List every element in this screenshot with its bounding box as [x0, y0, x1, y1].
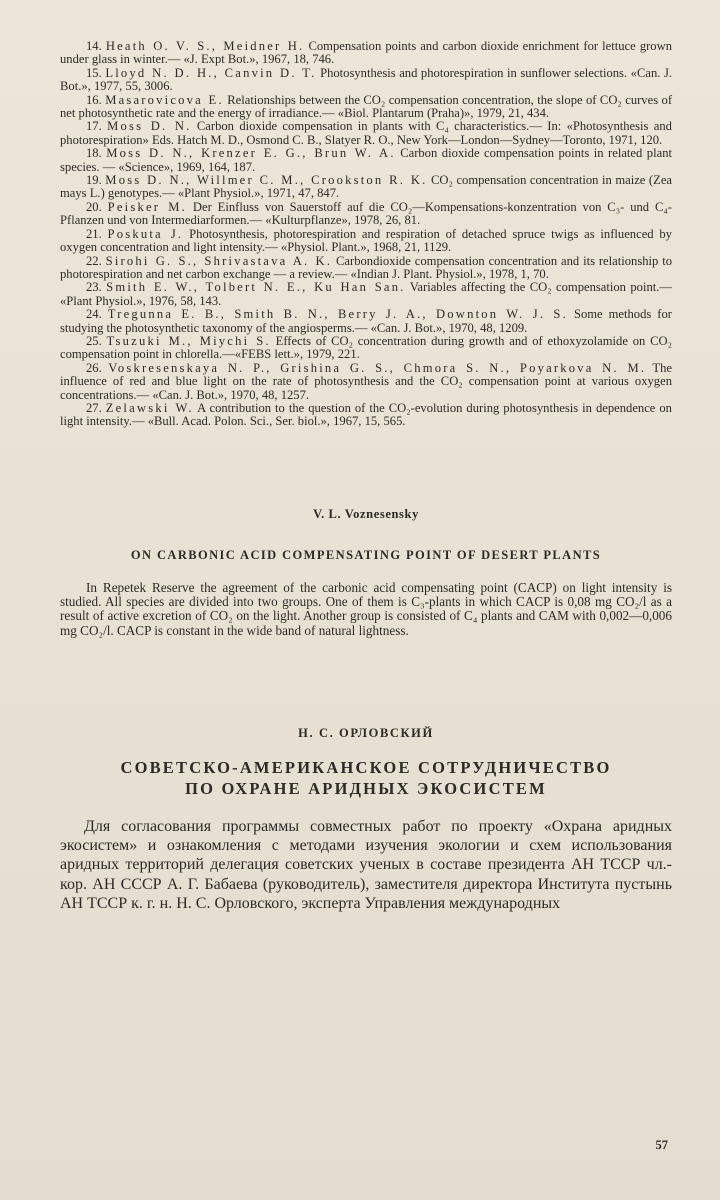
reference-authors: Masarovicova E. [105, 92, 224, 107]
reference-number: 24. [86, 307, 102, 322]
reference-text: Der Einfluss von Sauerstoff auf die CO₂—Kompensations-konzentration von C₃- und C₄-Pflanzen und von Intermediarformen.— «Kulturpflanze», 1978, 26, 81. [60, 199, 672, 228]
reference-item [60, 335, 672, 362]
russian-title [60, 757, 672, 799]
reference-text: Effects of CO₂ concentration during growth and of ethoxyzolamide on CO₂ compensation point in chlorella.—«FEBS lett.», 1979, 221. [60, 333, 672, 362]
reference-number: 14. [86, 39, 102, 53]
reference-item [60, 120, 672, 147]
reference-text: A contribution to the question of the CO₂-evolution during photosynthesis in dependence on light intensity.— «Bull. Acad. Polon. Sci., Ser. biol.», 1967, 15, 565. [60, 400, 672, 429]
reference-list [60, 40, 672, 429]
reference-text: Some methods for studying the photosynthetic taxonomy of the angiosperms.— «Can. J. Bot.», 1970, 48, 1209. [60, 307, 672, 335]
english-summary [60, 507, 672, 638]
reference-item [60, 228, 672, 255]
reference-text: CO₂ compensation concentration in maize (Zea mays L.) genotypes.— «Plant Physiol.», 1971, 47, 847. [60, 173, 672, 201]
reference-authors: Sirohi G. S., Shrivastava A. K. [105, 253, 333, 268]
reference-authors: Tregunna E. B., Smith B. N., Berry J. A., Downton W. J. S. [107, 307, 568, 322]
reference-number: 20. [86, 199, 102, 214]
reference-item [60, 201, 672, 228]
russian-article [60, 726, 672, 913]
reference-authors: Heath O. V. S., Meidner H. [105, 39, 305, 53]
reference-text: Compensation points and carbon dioxide enrichment for lettuce grown under glass in winter.— «J. Expt Bot.», 1967, 18, 746. [60, 39, 672, 67]
reference-number: 22. [86, 253, 102, 268]
reference-item [60, 281, 672, 308]
reference-item [60, 67, 672, 94]
reference-authors: Zelawski W. [105, 400, 194, 415]
reference-number: 27. [86, 400, 102, 415]
reference-authors: Poskuta J. [107, 226, 184, 241]
reference-text: Photosynthesis and photorespiration in sunflower selections. «Can. J. Bot.», 1977, 55, 3006. [60, 65, 672, 94]
reference-number: 21. [86, 226, 102, 241]
reference-authors: Tsuzuki M., Miychi S. [106, 333, 271, 348]
reference-item [60, 94, 672, 121]
reference-text: Carbondioxide compensation concentration and its relationship to photorespiration and net carbon exchange — a review.— «Indian J. Plant. Physiol.», 1978, 1, 70. [60, 253, 672, 281]
reference-authors: Moss D. N. [107, 119, 192, 134]
reference-number: 23. [86, 280, 102, 295]
reference-item [60, 174, 672, 201]
reference-authors: Peisker M. [107, 199, 187, 214]
reference-number: 19. [86, 173, 102, 188]
english-title: ON CARBONIC ACID COMPENSATING POINT OF DESERT PLANTS [130, 547, 602, 562]
reference-number: 15. [86, 65, 102, 80]
russian-body: Для согласования программы совместных работ по проекту «Охрана аридных экосистем» и ознакомления с методами изучения экологии и схем использования аридных территорий делегация советских ученых в составе президента АН ТССР чл.-кор. АН СССР А. Г. Бабаева (руководитель), заместителя директора Института пустынь АН ТССР к. г. н. Н. С. Орловского, эксперта Управления международных [60, 817, 672, 912]
reference-number: 26. [86, 360, 102, 375]
reference-item [60, 147, 672, 174]
russian-title-line: СОВЕТСКО-АМЕРИКАНСКОЕ СОТРУДНИЧЕСТВО [120, 757, 612, 777]
english-abstract: In Repetek Reserve the agreement of the carbonic acid compensating point (CACP) on light intensity is studied. All species are divided into two groups. One of them is C₃-plants in which CACP is 0,08 mg CO₂/l as a result of active excretion of CO₂ on the light. Another group is consisted of C₄ plants and CAM with 0,002—0,006 mg CO₂/l. CACP is constant in the wide band of natural lightness. [60, 579, 672, 638]
reference-number: 17. [86, 119, 102, 134]
reference-number: 18. [86, 146, 102, 161]
reference-item [60, 402, 672, 429]
reference-authors: Voskresenskaya N. P., Grishina G. S., Chmora S. N., Poyarkova N. M. [108, 360, 647, 375]
reference-text: Variables affecting the CO₂ compensation point.— «Plant Physiol.», 1976, 58, 143. [60, 280, 672, 308]
russian-author: Н. С. ОРЛОВСКИЙ [298, 725, 434, 740]
reference-authors: Moss D. N., Willmer C. M., Crookston R. K. [105, 173, 428, 188]
reference-authors: Moss D. N., Krenzer E. G., Brun W. A. [106, 146, 396, 161]
reference-number: 16. [86, 92, 102, 107]
reference-text: Carbon dioxide compensation in plants with C₄ characteristics.— In: «Photosynthesis and photorespiration» Eds. Hatch M. D., Osmond C. B., Slatyer R. O., New York—London—Sydney—Toronto, 1971, 120. [60, 119, 672, 147]
reference-authors: Lloyd N. D. H., Canvin D. T. [105, 65, 317, 80]
reference-item [60, 40, 672, 67]
reference-number: 25. [86, 333, 102, 348]
reference-item [60, 255, 672, 282]
reference-item [60, 308, 672, 335]
russian-title-line: ПО ОХРАНЕ АРИДНЫХ ЭКОСИСТЕМ [185, 778, 547, 798]
reference-text: The influence of red and blue light on the rate of photosynthesis and the CO₂ compensation point at various oxygen concentrations.— «Can. J. Bot.», 1970, 48, 1257. [60, 360, 673, 402]
reference-item [60, 362, 672, 402]
reference-authors: Smith E. W., Tolbert N. E., Ku Han San. [106, 280, 406, 295]
page-number: 57 [655, 1138, 668, 1152]
reference-text: Relationships between the CO₂ compensation concentration, the slope of CO₂ curves of net photosynthetic rate and the energy of irradiance.— «Biol. Plantarum (Praha)», 1979, 21, 434. [60, 92, 673, 121]
reference-text: Photosynthesis, photorespiration and respiration of detached spruce twigs as influenced by oxygen concentration and light intensity.— «Physiol. Plant.», 1968, 21, 1129. [60, 226, 672, 255]
reference-text: Carbon dioxide compensation points in related plant species. — «Science», 1969, 164, 187. [60, 146, 672, 174]
english-author: V. L. Voznesensky [313, 506, 419, 521]
